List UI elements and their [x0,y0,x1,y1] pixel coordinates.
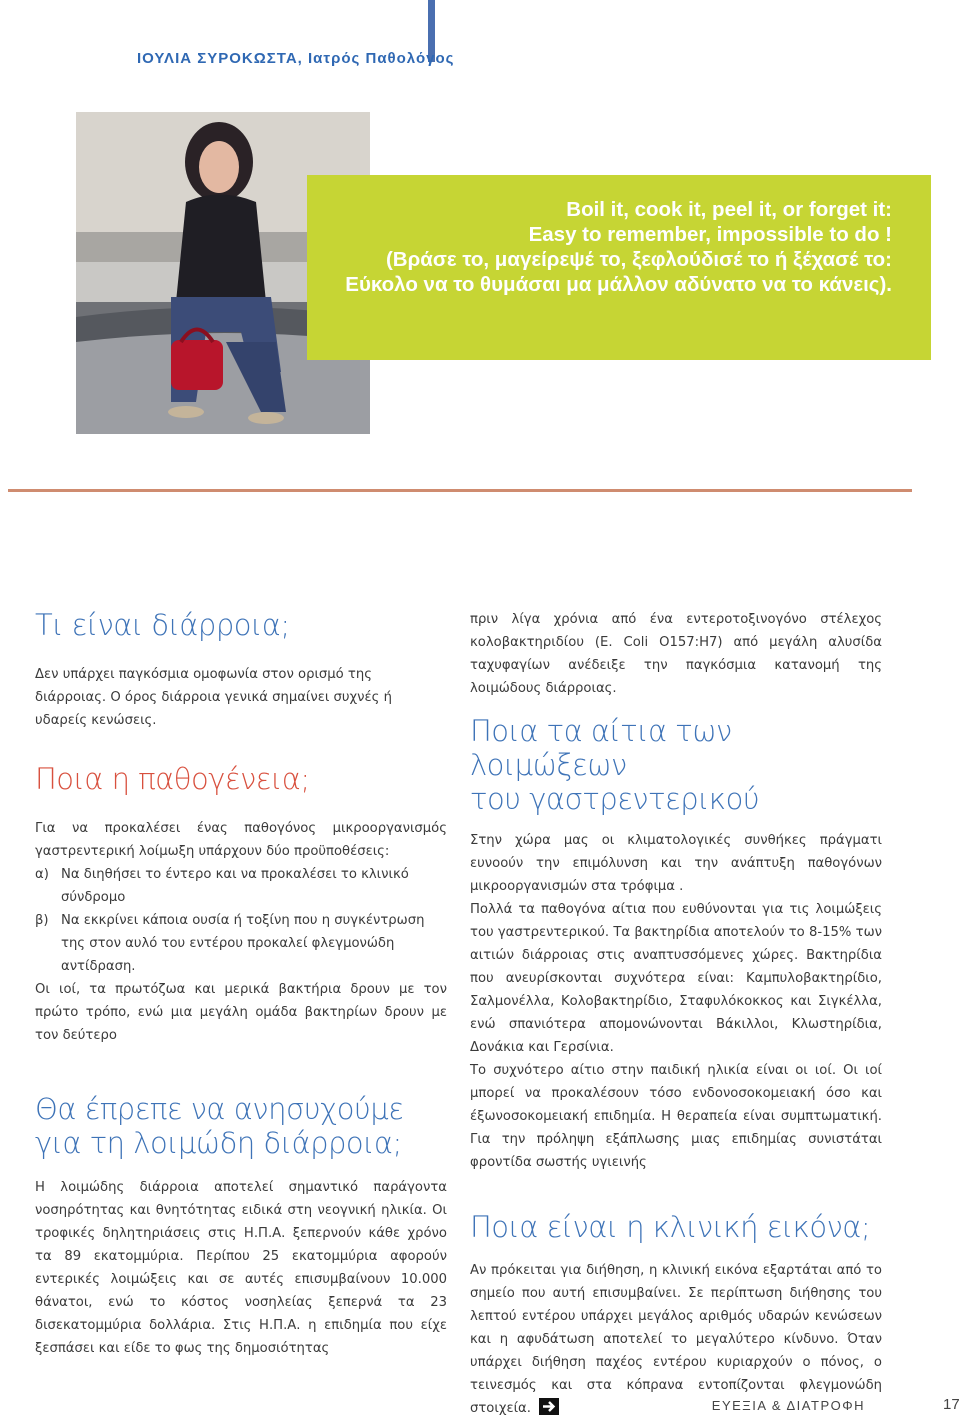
heading-causes [470,714,882,816]
paragraph-continuation: πριν λίγα χρόνια από ένα εντεροτοξινογόνο στέλεχος κολοβακτηριδίου (E. Coli O157:H7) από μεγάλη αλυσίδα ταχυφαγίων ανέδειξε την παγκόσμια κατανομή της λοιμώδους διάρροιας. [470,612,882,696]
pull-quote-box [307,175,931,360]
quote-line-2: Easy to remember, impossible to do ! [528,223,892,246]
right-column [470,608,882,1420]
list-item-text: Να εκκρίνει κάποια ουσία ή τοξίνη που η συγκέντρωση της στον αυλό του εντέρου προκαλεί φλεγμονώδη αντίδραση. [61,913,425,974]
heading-clinical-picture: Ποια είναι η κλινική εικόνα; [470,1210,871,1244]
paragraph-viruses: Το συχνότερο αίτιο στην παιδική ηλικία είναι οι ιοί. Οι ιοί μπορεί να προκαλέσουν τόσο ενδονοσοκομειακή όσο και έξωνοσοκομειακή επιδημία. Η θεραπεία είναι συμπτωματική. Για την πρόληψη εξάπλωσης μιας επιδημίας συνιστάται φροντίδα σωστής υγιεινής [470,1063,882,1170]
continue-arrow-icon [539,1398,559,1415]
list-marker: β) [35,913,49,928]
list-item-text: Να διηθήσει το έντερο και να προκαλέσει το κλινικό σύνδρομο [61,867,409,905]
paragraph-clinical-picture [470,1259,882,1420]
paragraph-infectious-diarrhea: Η λοιμώδης διάρροια αποτελεί σημαντικό παράγοντα νοσηρότητας και θνητότητας ειδικά στη νεογνική ηλικία. Οι τροφικές δηλητηριάσεις στις Η.Π.Α. ξεπερνούν κάθε χρόνο τα 89 εκατομμύρια. Περίπου 25 εκατομμύρια αφορούν εντερικές λοιμώξεις και σε αυτές επισυμβαίνουν 10.000 θάνατοι, ενώ το κόστος νοσηλείας ξεπερνά τα 23 δισεκατομμύρια δολλάρια. Στις Η.Π.Α. η επιδημία που είχε ξεσπάσει και είδε το φως της δημοσιότητας [35,1180,447,1356]
paragraph-pathogens: Πολλά τα παθογόνα αίτια που ευθύνονται για τις λοιμώξεις του γαστρεντερικού. Τα βακτηρίδια αποτελούν το 8-15% των αιτιών διάρροιας στις αναπτυσσόμενες χώρες. Βακτηρίδια που ανευρίσκονται συχνότερα είναι: Καμπυλοβακτηρίδιο, Σαλμονέλλα, Κολοβακτηρίδιο, Σταφυλόκοκκος και Σιγκέλλα, ενώ σπανιότερα απομονώνονται Βάκιλλοι, Κλωστηρίδια, Δονάκια και Γερσίνια. [470,902,882,1055]
section-divider [8,489,912,492]
pull-quote [307,197,892,297]
list-item [35,863,447,909]
heading-pathogenesis: Ποια η παθογένεια; [35,762,310,796]
heading-what-is-diarrhea: Τι είναι διάρροια; [35,608,290,642]
clinical-text: Αν πρόκειται για διήθηση, η κλινική εικόνα εξαρτάται από το σημείο που αυτή επισυμβαίνει. Σε περίπτωση διήθησης του λεπτού εντέρου υπάρχει μεγάλος αριθμός υδαρών κενώσεων και η αφυδάτωση αποτελεί το μεγαλύτερο κίνδυνο. Όταν υπάρχει διήθηση παχέος εντέρου κυριαρχούν ο πόνος, ο τεινεσμός και στα κόπρανα εντοπίζονται φλεγμονώδη στοιχεία. [470,1263,882,1416]
heading-line: Ποια τα αίτια των λοιμώξεων [470,714,732,782]
heading-line: Θα έπρεπε να ανησυχούμε [35,1092,404,1126]
quote-line-1: Boil it, cook it, peel it, or forget it: [566,198,892,221]
page-number: 17 [943,1396,960,1413]
author-byline: ΙΟΥΛΙΑ ΣΥΡΟΚΩΣΤΑ, Ιατρός Παθολόγος [137,50,455,67]
paragraph-climate: Στην χώρα μας οι κλιματολογικές συνθήκες πράγματι ευνοούν την επιμόλυνση και την ανάπτυξη παθογόνων μικροοργανισμών στα τρόφιμα . [470,833,882,894]
conditions-list [35,863,447,978]
left-column [35,608,447,1360]
paragraph-pathogenesis-intro: Για να προκαλέσει ένας παθογόνος μικροοργανισμός γαστρεντερική λοίμωξη υπάρχουν δύο προϋποθέσεις: [35,821,447,859]
heading-should-we-worry [35,1092,447,1160]
quote-line-4: Εύκολο να το θυμάσαι μα μάλλον αδύνατο να το κάνεις). [345,273,892,296]
paragraph-definition: Δεν υπάρχει παγκόσμια ομοφωνία στον ορισμό της διάρροιας. Ο όρος διάρροια γενικά σημαίνει συχνές ή υδαρείς κενώσεις. [35,667,392,728]
heading-line: του γαστρεντερικού [470,782,760,816]
heading-line: για τη λοιμώδη διάρροια; [35,1126,402,1160]
list-item [35,909,447,978]
paragraph-mechanisms: Οι ιοί, τα πρωτόζωα και μερικά βακτήρια δρουν με τον πρώτο τρόπο, ενώ μια μεγάλη ομάδα βακτηρίων δρουν με τον δεύτερο [35,982,447,1043]
magazine-name: ΕΥΕΞΙΑ & ΔΙΑΤΡΟΦΗ [711,1398,865,1413]
quote-line-3: (Βράσε το, μαγείρεψέ το, ξεφλούδισέ το ή ξέχασέ το: [385,248,892,271]
list-marker: α) [35,867,49,882]
